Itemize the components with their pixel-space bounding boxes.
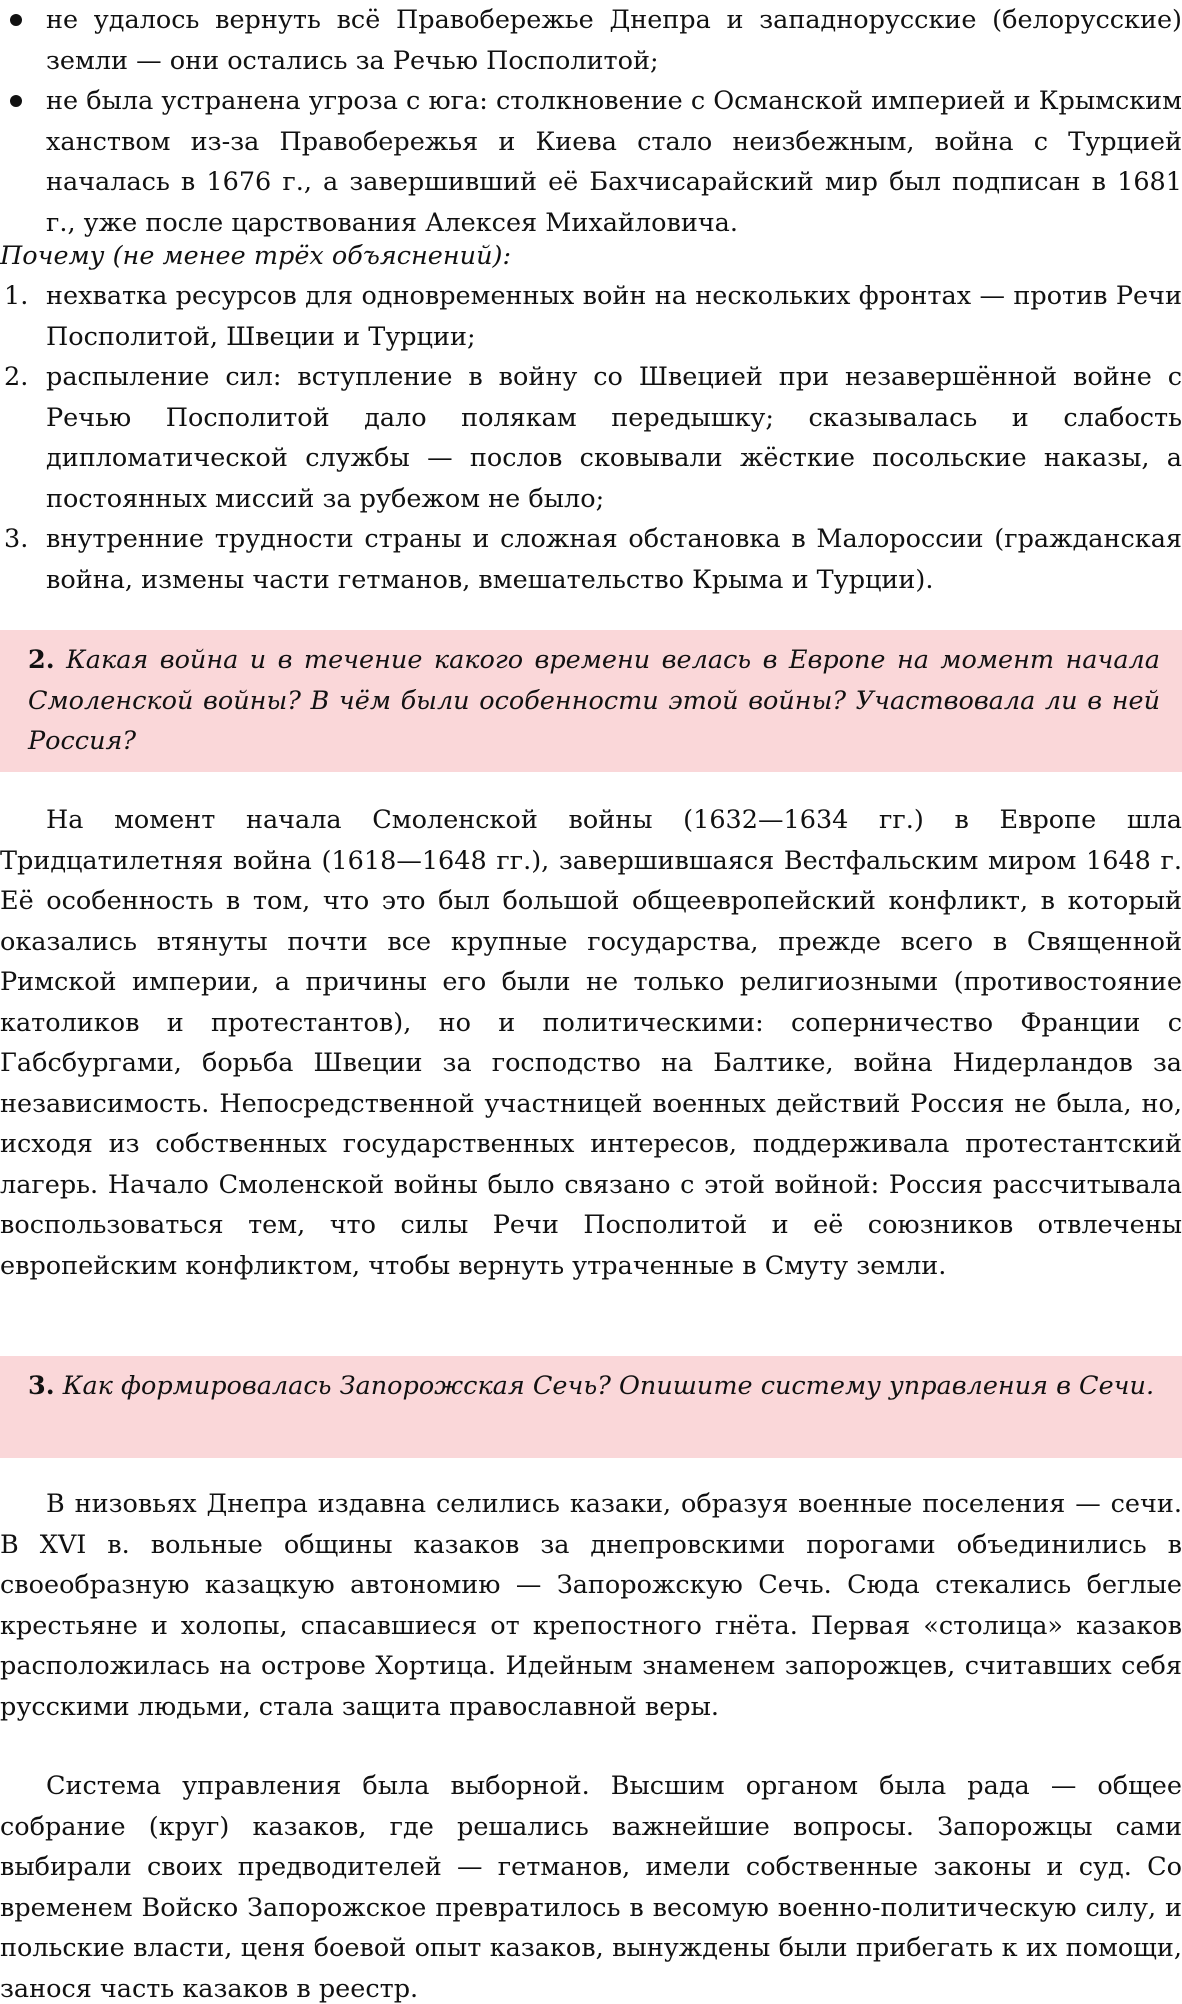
bullet-dot-icon bbox=[10, 95, 22, 107]
question-2-block bbox=[0, 630, 1182, 772]
reason-number: 1. bbox=[4, 281, 29, 311]
reason-item bbox=[0, 357, 1182, 519]
bullet-item bbox=[0, 0, 1182, 81]
reason-number: 3. bbox=[4, 524, 29, 554]
answer-2-paragraph: На момент начала Смоленской войны (1632—1634 гг.) в Европе шла Тридцатилетняя война (1618—1648 гг.), завершившаяся Вестфальским миром 1648 г. Её особенность в том, что это был большой общеевропейский конфликт, в который оказались втянуты почти все крупные государства, прежде всего в Священной Римской империи, а причины его были не только религиозными (противостояние католиков и протестантов), но и политическими: соперничество Франции с Габсбургами, борьба Швеции за господство на Балтике, война Нидерландов за независимость. Непосредственной участницей военных действий Россия не была, но, исходя из собственных государственных интересов, поддерживала протестантский лагерь. Начало Смоленской войны было связано с этой войной: Россия рассчитывала воспользоваться тем, что силы Речи Посполитой и её союзников отвлечены европейским конфликтом, чтобы вернуть утраченные в Смуту земли. bbox=[0, 805, 1182, 1281]
bullet-item bbox=[0, 81, 1182, 243]
reason-text: распыление сил: вступление в войну со Швецией при незавершённой войне с Речью Посполитой дало полякам передышку; сказывалась и слабость дипломатической службы — послов сковывали жёсткие посольские наказы, а постоянных миссий за рубежом не было; bbox=[46, 362, 1182, 514]
question-number: 2. bbox=[28, 645, 55, 675]
question-3-block bbox=[0, 1356, 1182, 1458]
outcome-bullet-list bbox=[0, 0, 1182, 243]
question-text: Какая война и в течение какого времени велась в Европе на момент начала Смоленской войны? В чём были особенности этой войны? Участвовала ли в ней Россия? bbox=[28, 645, 1160, 756]
answer-3-paragraph-1: В низовьях Днепра издавна селились казаки, образуя военные поселения — сечи. В XVI в. вольные общины казаков за днепровскими порогами объединились в своеобразную казацкую автономию — Запорожскую Сечь. Сюда стекались беглые крестьяне и холопы, спасавшиеся от крепостного гнёта. Первая «столица» казаков расположилась на острове Хортица. Идейным знаменем запорожцев, считавших себя русскими людьми, стала защита православной веры. bbox=[0, 1489, 1182, 1722]
bullet-text: не была устранена угроза с юга: столкновение с Османской империей и Крымским ханством из-за Правобережья и Киева стало неизбежным, война с Турцией началась в 1676 г., а завершивший её Бахчисарайский мир был подписан в 1681 г., уже после царствования Алексея Михайловича. bbox=[46, 86, 1182, 238]
reason-text: внутренние трудности страны и сложная обстановка в Малороссии (гражданская война, измены части гетманов, вмешательство Крыма и Турции). bbox=[46, 524, 1182, 595]
reason-item bbox=[0, 276, 1182, 357]
question-number: 3. bbox=[28, 1371, 55, 1401]
reasons-numbered-list bbox=[0, 276, 1182, 600]
answer-3-paragraph-2: Система управления была выборной. Высшим органом была рада — общее собрание (круг) казаков, где решались важнейшие вопросы. Запорожцы сами выбирали своих предводителей — гетманов, имели собственные законы и суд. Со временем Войско Запорожское превратилось в весомую военно-политическую силу, и польские власти, ценя боевой опыт казаков, вынуждены были прибегать к их помощи, занося часть казаков в реестр. bbox=[0, 1771, 1182, 2004]
why-heading: Почему (не менее трёх объяснений): bbox=[0, 241, 512, 271]
bullet-dot-icon bbox=[10, 14, 22, 26]
reason-text: нехватка ресурсов для одновременных войн на нескольких фронтах — против Речи Посполитой, Швеции и Турции; bbox=[46, 281, 1182, 352]
question-text: Как формировалась Запорожская Сечь? Опишите систему управления в Сечи. bbox=[62, 1371, 1155, 1401]
reason-number: 2. bbox=[4, 362, 29, 392]
reason-item bbox=[0, 519, 1182, 600]
bullet-text: не удалось вернуть всё Правобережье Днепра и западнорусские (белорусские) земли — они остались за Речью Посполитой; bbox=[46, 5, 1182, 76]
